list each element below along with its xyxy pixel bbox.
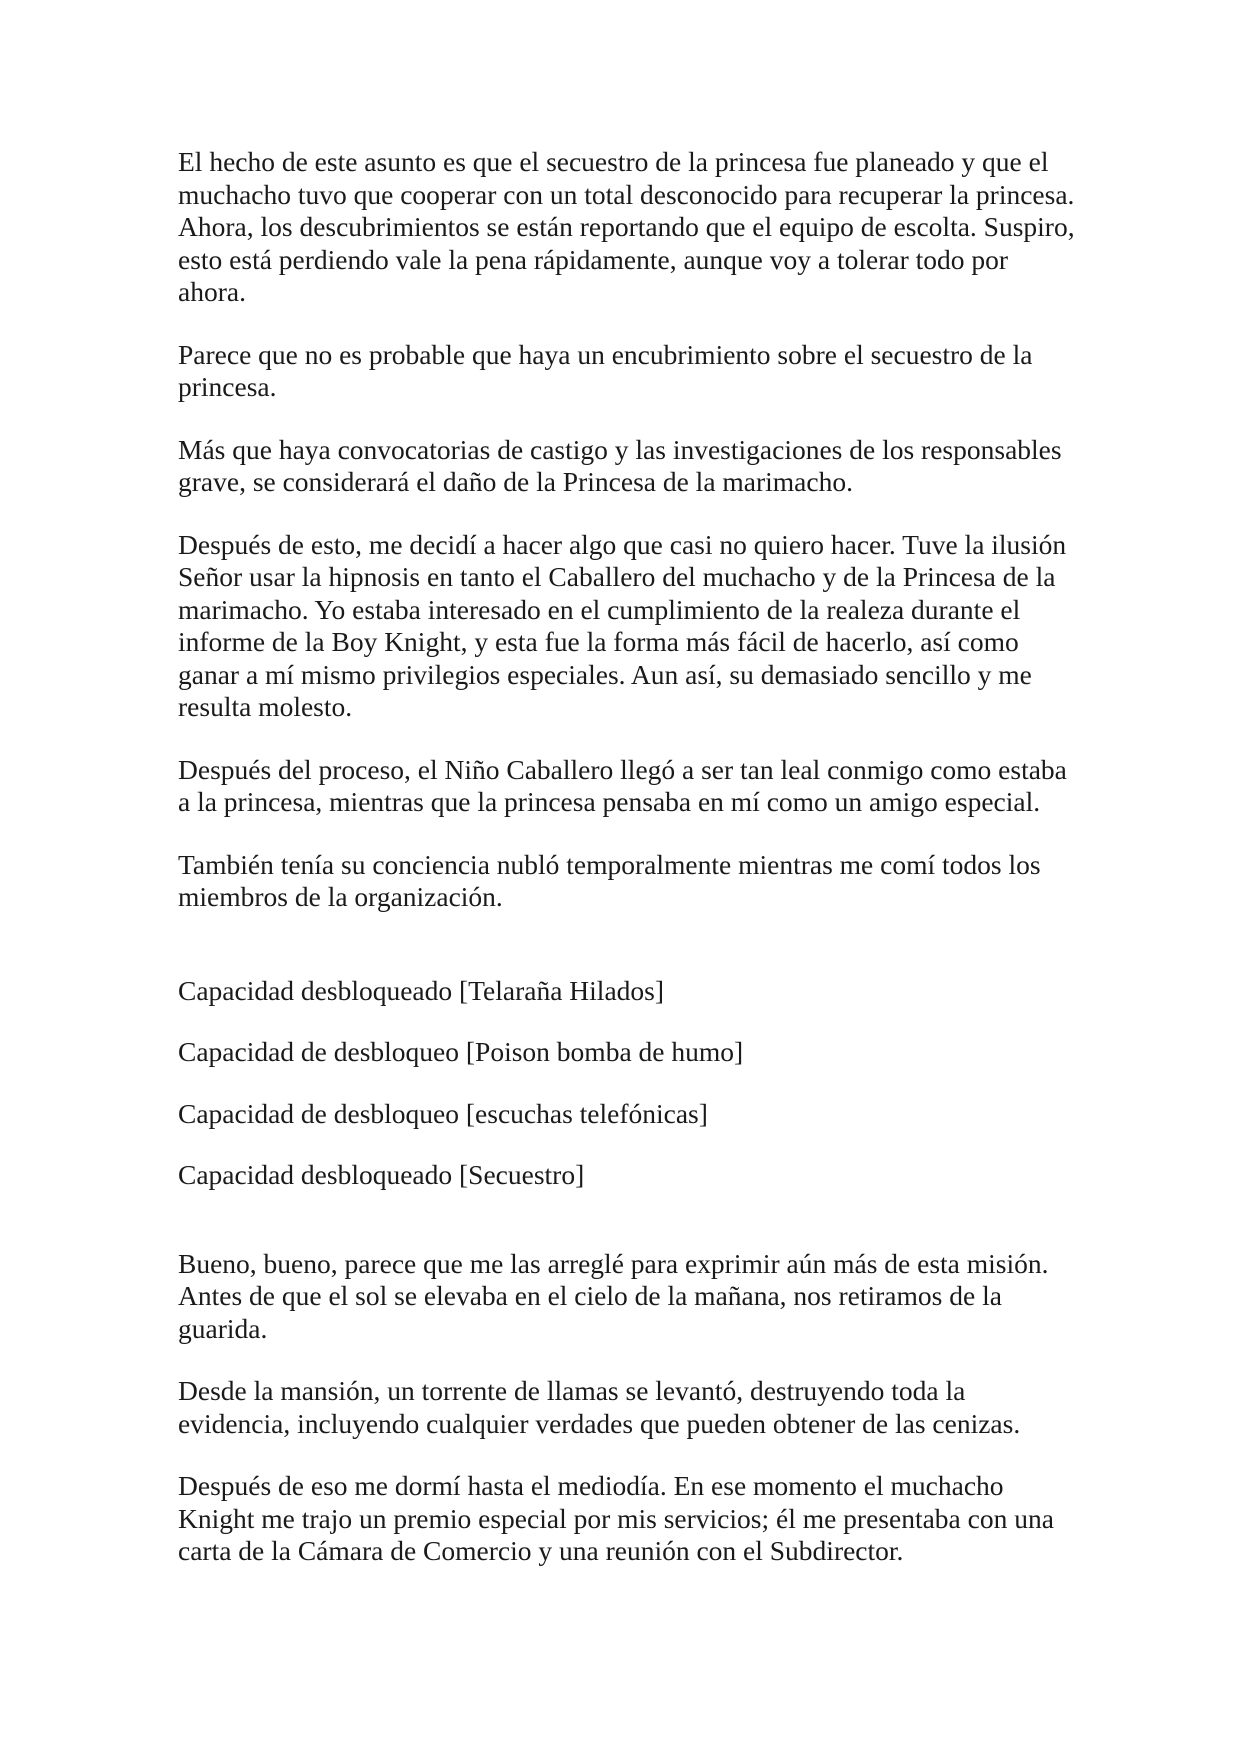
paragraph-6: También tenía su conciencia nubló temporalmente mientras me comí todos los miembros de la organización. bbox=[178, 848, 1041, 912]
paragraph-3: Más que haya convocatorias de castigo y las investigaciones de los responsables grave, se considerará el daño de la Princesa de la marimacho. bbox=[178, 433, 1062, 497]
paragraph-5: Después del proceso, el Niño Caballero llegó a ser tan leal conmigo como estaba a la princesa, mientras que la princesa pensaba en mí como un amigo especial. bbox=[178, 753, 1067, 817]
ability-unlocked-3: Capacidad de desbloqueo [escuchas telefónicas] bbox=[178, 1097, 708, 1129]
paragraph-8: Desde la mansión, un torrente de llamas se levantó, destruyendo toda la evidencia, incluyendo cualquier verdades que pueden obtener de las cenizas. bbox=[178, 1375, 1021, 1439]
paragraph-2: Parece que no es probable que haya un encubrimiento sobre el secuestro de la princesa. bbox=[178, 338, 1033, 402]
ability-unlocked-1: Capacidad desbloqueado [Telaraña Hilados] bbox=[178, 974, 665, 1006]
paragraph-4: Después de esto, me decidí a hacer algo que casi no quiero hacer. Tuve la ilusión Señor usar la hipnosis en tanto el Caballero del muchacho y de la Princesa de la marimacho. Yo estaba interesado en el cumplimiento de la realeza durante el informe de la Boy Knight, y esta fue la forma más fácil de hacerlo, así como ganar a mí mismo privilegios especiales. Aun así, su demasiado sencillo y me resulta molesto. bbox=[178, 528, 1067, 722]
paragraph-1: El hecho de este asunto es que el secuestro de la princesa fue planeado y que el muchacho tuvo que cooperar con un total desconocido para recuperar la princesa. Ahora, los descubrimientos se están reportando que el equipo de escolta. Suspiro, esto está perdiendo vale la pena rápidamente, aunque voy a tolerar todo por ahora. bbox=[178, 146, 1075, 307]
text-column bbox=[178, 146, 1078, 1598]
paragraph-7: Bueno, bueno, parece que me las arreglé para exprimir aún más de esta misión. Antes de que el sol se elevaba en el cielo de la mañana, nos retiramos de la guarida. bbox=[178, 1247, 1049, 1344]
paragraph-9: Después de eso me dormí hasta el mediodía. En ese momento el muchacho Knight me trajo un premio especial por mis servicios; él me presentaba con una carta de la Cámara de Comercio y una reunión con el Subdirector. bbox=[178, 1470, 1054, 1566]
ability-unlocked-4: Capacidad desbloqueado [Secuestro] bbox=[178, 1159, 585, 1190]
ability-unlocked-2: Capacidad de desbloqueo [Poison bomba de humo] bbox=[178, 1036, 744, 1067]
